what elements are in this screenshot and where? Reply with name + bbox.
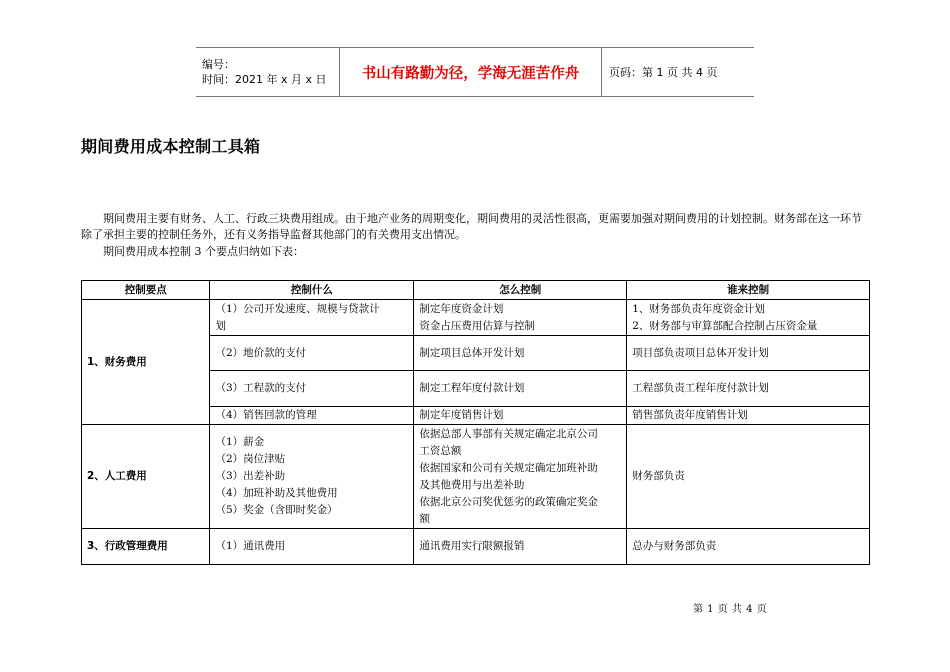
header-page-code: 页码：第 1 页 共 4 页 bbox=[609, 66, 718, 79]
table-header-cell: 控制要点 bbox=[82, 281, 210, 300]
table-cell bbox=[414, 425, 627, 529]
cell-line: （4）加班补助及其他费用 bbox=[215, 487, 338, 499]
table-row bbox=[82, 529, 870, 565]
table-header-cell: 控制什么 bbox=[210, 281, 414, 300]
table-row bbox=[82, 300, 870, 336]
header-meta bbox=[196, 48, 339, 96]
cell-line: 额 bbox=[419, 512, 430, 525]
table-cell: （2）地价款的支付 bbox=[210, 336, 414, 371]
table-cell: （4）销售回款的管理 bbox=[210, 407, 414, 425]
page-footer: 第 1 页 共 4 页 bbox=[693, 604, 768, 615]
table-header-row bbox=[82, 281, 870, 300]
table-cell: 总办与财务部负责 bbox=[627, 529, 870, 565]
cell-line: （1）薪金 bbox=[215, 436, 265, 448]
cell-line: 制定年度资金计划 bbox=[419, 302, 504, 315]
category-admin: 3、行政管理费用 bbox=[82, 529, 210, 565]
cell-line: 依据国家和公司有关规定确定加班补助 bbox=[419, 461, 598, 474]
table-cell: （3）工程款的支付 bbox=[210, 371, 414, 407]
cell-line: （5）奖金（含即时奖金） bbox=[215, 504, 338, 516]
table-cell bbox=[210, 300, 414, 336]
summary-paragraph: 期间费用成本控制 3 个要点归纳如下表： bbox=[103, 245, 304, 258]
cell-line: （1）公司开发速度、规模与贷款计 bbox=[215, 302, 380, 315]
cell-line: （2）岗位津贴 bbox=[215, 453, 286, 465]
table-cell: （1）通讯费用 bbox=[210, 529, 414, 565]
header-motto-cell bbox=[339, 48, 602, 96]
table-cell: 通讯费用实行限额报销 bbox=[414, 529, 627, 565]
control-table bbox=[81, 280, 870, 565]
table-cell bbox=[414, 300, 627, 336]
table-cell bbox=[627, 300, 870, 336]
header-motto: 书山有路勤为径，学海无涯苦作舟 bbox=[361, 64, 580, 82]
table-cell: 制定年度销售计划 bbox=[414, 407, 627, 425]
cell-line: 依据北京公司奖优惩劣的政策确定奖金 bbox=[419, 495, 598, 508]
table-cell: 财务部负责 bbox=[627, 425, 870, 529]
header-number: 编号： bbox=[202, 58, 235, 71]
table-header-cell: 谁来控制 bbox=[627, 281, 870, 300]
cell-line: 2、财务部与审算部配合控制占压资金量 bbox=[632, 319, 818, 332]
category-finance: 1、财务费用 bbox=[82, 300, 210, 425]
cell-line: 资金占压费用估算与控制 bbox=[419, 319, 535, 332]
document-title: 期间费用成本控制工具箱 bbox=[81, 137, 261, 156]
cell-line: 依据总部人事部有关规定确定北京公司 bbox=[419, 427, 598, 440]
table-cell: 项目部负责项目总体开发计划 bbox=[627, 336, 870, 371]
table-cell: 制定项目总体开发计划 bbox=[414, 336, 627, 371]
cell-line: 1、财务部负责年度资金计划 bbox=[632, 302, 765, 315]
table-cell bbox=[210, 425, 414, 529]
table-row bbox=[82, 425, 870, 529]
table-cell: 工程部负责工程年度付款计划 bbox=[627, 371, 870, 407]
category-labor: 2、人工费用 bbox=[82, 425, 210, 529]
intro-paragraph: 期间费用主要有财务、人工、行政三块费用组成。由于地产业务的周期变化，期间费用的灵活性很高，更需要加强对期间费用的计划控制。财务部在这一环节除了承担主要的控制任务外，还有义务指导监督其他部门的有关费用支出情况。 bbox=[81, 212, 862, 241]
cell-line: （3）出差补助 bbox=[215, 470, 286, 482]
page-header bbox=[196, 47, 754, 97]
cell-line: 及其他费用与出差补助 bbox=[419, 478, 525, 491]
table-cell: 销售部负责年度销售计划 bbox=[627, 407, 870, 425]
cell-line: 划 bbox=[215, 319, 226, 332]
table-cell: 制定工程年度付款计划 bbox=[414, 371, 627, 407]
cell-line: 工资总额 bbox=[419, 444, 462, 457]
header-time: 时间：2021 年 x 月 x 日 bbox=[202, 73, 327, 86]
table-header-cell: 怎么控制 bbox=[414, 281, 627, 300]
